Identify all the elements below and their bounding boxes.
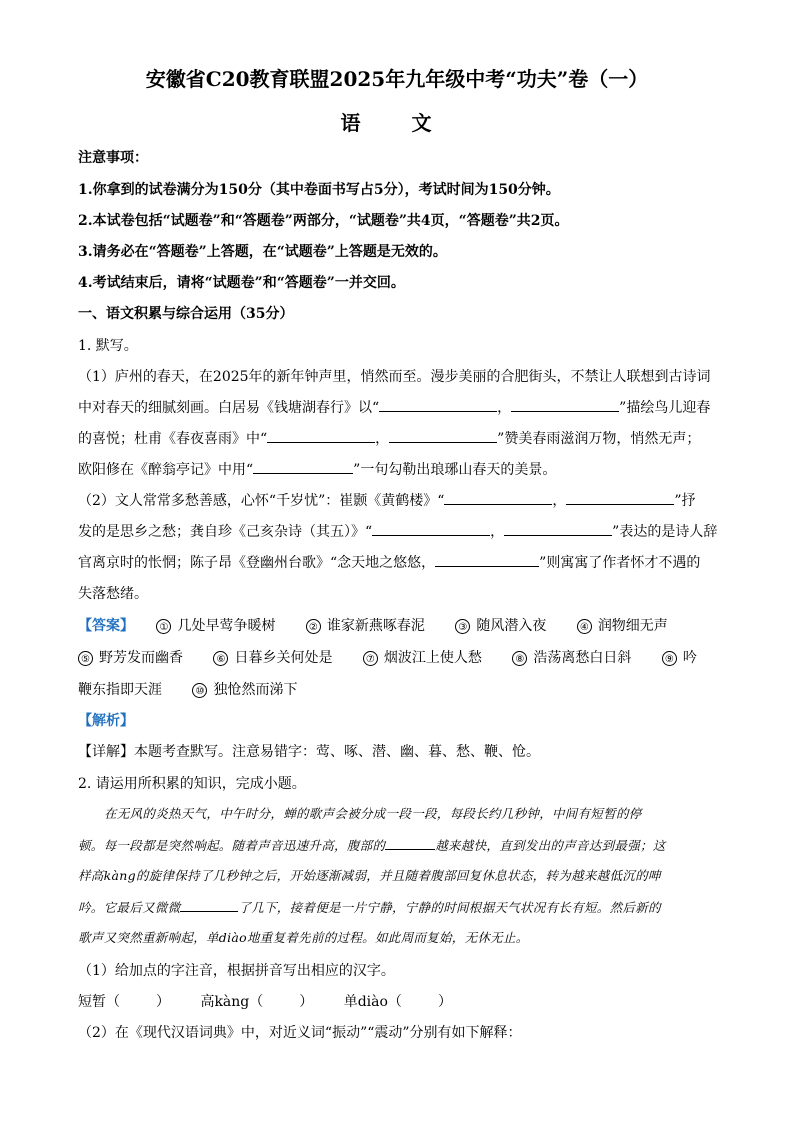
q1-p2-line3: 官离京时的怅惘；陈子昂《登幽州台歌》“念天地之悠悠， ”则寓寓了作者怀才不遇的: [78, 552, 718, 572]
notes-heading: 注意事项：: [78, 150, 148, 166]
detail-text: 【详解】本题考查默写。注意易错字：莺、啄、潜、幽、暮、愁、鞭、怆。: [78, 744, 540, 760]
answer-blank[interactable]: [267, 428, 375, 443]
answer-blank[interactable]: [385, 835, 435, 850]
passage-line: 顿。每一段都是突然响起。随着声音迅速升高，腹部的 越来越快，直到发出的声音达到最强；这: [78, 835, 718, 854]
passage-line: 样高kàng的旋律保持了几秒钟之后，开始逐渐减弱，并且随着腹部回复休息状态，转为越来越低沉的呻: [78, 868, 661, 883]
q1-p1-line3: 的喜悦；杜甫《春夜喜雨》中“ ， ”赞美春雨滋润万物，悄然无声；: [78, 428, 718, 448]
q1-p2-line4: 失落愁绪。: [78, 586, 148, 602]
answer-item: ⑦ 烟波江上使人愁: [363, 647, 482, 667]
subquestion-1: （1）给加点的字注音，根据拼音写出相应的汉字。: [78, 963, 395, 979]
answer-item: ④ 润物细无声: [577, 615, 668, 635]
passage-line: 在无风的炎热天气，中午时分，蝉的歌声会被分成一段一段，每段长约几秒钟，中间有短暂的停: [104, 806, 642, 821]
answer-blank[interactable]: [389, 428, 497, 443]
question-label: 1. 默写。: [78, 338, 138, 354]
answer-blank[interactable]: [504, 521, 612, 536]
pinyin-row: [78, 991, 718, 1011]
answer-blank[interactable]: [372, 521, 490, 536]
answer-item: ⑥ 日暮乡关何处是: [213, 647, 332, 667]
section-heading: 一、语文积累与综合运用（35分）: [78, 306, 294, 322]
answer-item: ⑧ 浩荡离愁白日斜: [512, 647, 631, 667]
q1-p1-line2: 中对春天的细腻刻画。白居易《钱塘湖春行》以“ ， ”描绘鸟儿迎春: [78, 397, 718, 417]
answer-item: ① 几处早莺争暖树: [156, 615, 275, 635]
answer-blank[interactable]: [566, 490, 674, 505]
subject-title: 语 文: [340, 111, 454, 135]
answer-blank[interactable]: [379, 397, 497, 412]
q1-p1-line4: 欧阳修在《醉翁亭记》中用“ ”一句勾勒出琅琊山春天的美景。: [78, 459, 718, 479]
note-item: 3.请务必在“答题卷”上答题，在“试题卷”上答题是无效的。: [78, 244, 447, 260]
answer-label: 【答案】: [78, 618, 134, 634]
pinyin-item: 单diào（ ）: [343, 994, 452, 1010]
answer-blank[interactable]: [435, 552, 539, 567]
page-title: 安徽省C20教育联盟2025年九年级中考“功夫”卷（一）: [145, 67, 649, 91]
subquestion-2: （2）在《现代汉语词典》中，对近义词“振动”“震动”分别有如下解释：: [78, 1025, 522, 1041]
answer-blank[interactable]: [444, 490, 552, 505]
answer-blank[interactable]: [511, 397, 619, 412]
q1-p2-line1: （2）文人常常多愁善感，心怀“千岁忧”：崔颢《黄鹤楼》“ ， ”抒: [78, 490, 718, 510]
answer-item: ⑤ 野芳发而幽香: [78, 647, 183, 667]
answer-blank[interactable]: [180, 897, 238, 912]
passage-line: 歌声又突然重新响起，单diào地重复着先前的过程。如此周而复始，无休无止。: [78, 930, 529, 945]
q1-p1-line1: （1）庐州的春天，在2025年的新年钟声里，悄然而至。漫步美丽的合肥街头，不禁让人联想到古诗词: [78, 369, 711, 385]
note-item: 1.你拿到的试卷满分为150分（其中卷面书写占5分），考试时间为150分钟。: [78, 182, 560, 198]
answer-item: 鞭东指即天涯: [78, 682, 162, 698]
answer-item: ③ 随风潜入夜: [455, 615, 546, 635]
note-item: 4.考试结束后，请将“试题卷”和“答题卷”一并交回。: [78, 275, 405, 291]
answer-item: ② 谁家新燕啄春泥: [306, 615, 425, 635]
passage-line: 吟。它最后又微微 了几下，接着便是一片宁静，宁静的时间根据天气状况有长有短。然后新的: [78, 897, 718, 916]
analysis-label: 【解析】: [78, 713, 134, 729]
answer-item: ⑨ 吟: [662, 647, 697, 667]
q1-p2-line2: 发的是思乡之愁；龚自珍《己亥杂诗（其五）》“ ， ”表达的是诗人辞: [78, 521, 718, 541]
answer-row-1: [78, 615, 718, 635]
answer-row-3: [78, 679, 718, 699]
question-label: 2. 请运用所积累的知识，完成小题。: [78, 776, 306, 792]
answer-row-2: [78, 647, 718, 667]
pinyin-item: 高kàng（ ）: [200, 994, 314, 1010]
note-item: 2.本试卷包括“试题卷”和“答题卷”两部分，“试题卷”共4页，“答题卷”共2页。: [78, 213, 569, 229]
pinyin-item: 短暂（ ）: [78, 994, 170, 1010]
answer-blank[interactable]: [253, 459, 353, 474]
answer-item: ⑩ 独怆然而涕下: [192, 679, 297, 699]
